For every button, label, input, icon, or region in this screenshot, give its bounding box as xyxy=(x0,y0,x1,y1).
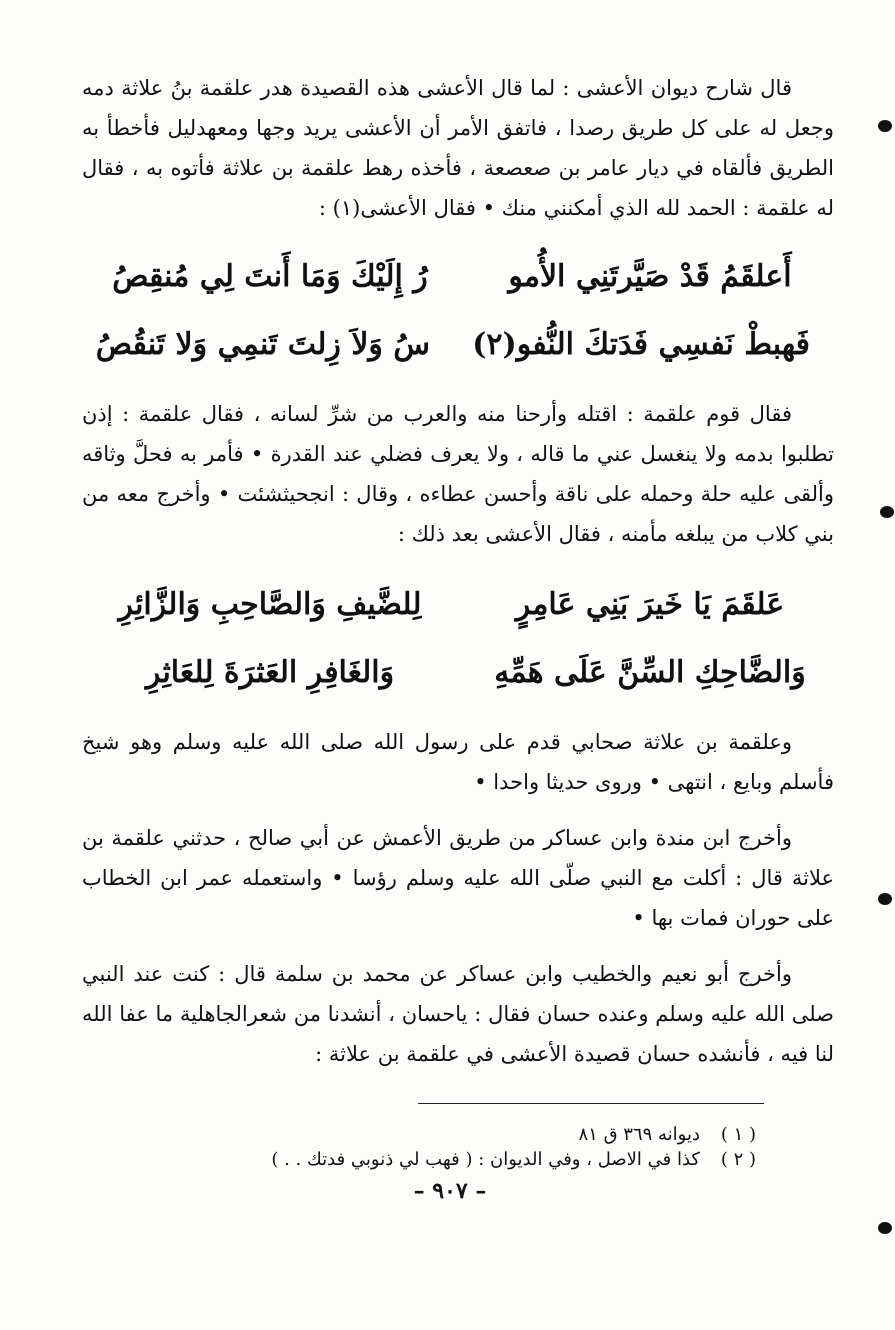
footnote-text: ديوانه ٣٦٩ ق ٨١ xyxy=(578,1124,700,1145)
paragraph-text: وأخرج ابن مندة وابن عساكر من طريق الأعمش عن أبي صالح ، حدثني علقمة بن علاثة قال : أكلت مع النبي صلّى الله عليه وسلم رؤسا • واستعمله عمر ابن الخطاب على حوران فمات بها • xyxy=(82,826,834,930)
verse-first-hemistich: وَالضَّاحِكِ السِّنَّ عَلَى هَمِّهِ xyxy=(494,654,806,690)
footnote xyxy=(110,1122,756,1147)
verse-line xyxy=(110,638,810,706)
footnotes xyxy=(110,1122,756,1172)
verse-second-hemistich: سُ وَلاَ زِلتَ تَنمِي وَلا تَنقُصُ xyxy=(95,326,430,362)
verse-line xyxy=(110,242,810,310)
binding-hole-mark xyxy=(880,506,894,518)
verse-first-hemistich: أَعلقَمُ قَدْ صَيَّرتَنِي الأُمو xyxy=(508,258,792,294)
verse-first-hemistich: عَلقَمَ يَا خَيرَ بَنِي عَامِرٍ xyxy=(515,586,785,622)
footnote-number: ( ١ ) xyxy=(720,1124,756,1145)
binding-hole-mark xyxy=(878,120,892,132)
binding-hole-mark xyxy=(878,893,892,905)
footnote xyxy=(110,1147,756,1172)
page-number: – ٩٠٧ – xyxy=(413,1178,487,1204)
paragraph-text: وعلقمة بن علاثة صحابي قدم على رسول الله صلى الله عليه وسلم وهو شيخ فأسلم وبايع ، انتهى • وروى حديثا واحدا • xyxy=(82,730,834,794)
footnote-text: كذا في الاصل ، وفي الديوان : ( فهب لي ذنوبي فدتك . . ) xyxy=(271,1149,700,1170)
paragraph-1 xyxy=(82,68,834,228)
paragraph-2 xyxy=(82,394,834,554)
paragraph-text: وأخرج أبو نعيم والخطيب وابن عساكر عن محمد بن سلمة قال : كنت عند النبي صلى الله عليه وسلم وعنده حسان فقال : ياحسان ، أنشدنا من شعرالجاهلية ما عفا الله لنا فيه ، فأنشده حسان قصيدة الأعشى في علقمة بن علاثة : xyxy=(82,962,834,1066)
poem-2 xyxy=(110,570,810,706)
verse-second-hemistich: لِلضَّيفِ وَالصَّاحِبِ وَالزَّائِرِ xyxy=(118,586,422,622)
paragraph-text: فقال قوم علقمة : اقتله وأرحنا منه والعرب من شرِّ لسانه ، فقال علقمة : إذن تطلبوا بدمه ولا ينغسل عني ما قاله ، ولا يعرف فضلي عند القدرة • فأمر به فحلَّ وثاقه وألقى عليه حلة وحمله على ناقة وأحسن عطاءه ، وقال : انجحيثشئت • وأخرج معه من بني كلاب من يبلغه مأمنه ، فقال الأعشى بعد ذلك : xyxy=(82,402,834,546)
verse-line xyxy=(110,570,810,638)
verse-second-hemistich: رُ إِلَيْكَ وَمَا أَنتَ لِي مُنقِصُ xyxy=(112,258,428,294)
paragraph-text: قال شارح ديوان الأعشى : لما قال الأعشى هذه القصيدة هدر علقمة بنُ علاثة دمه وجعل له على كل طريق رصدا ، فاتفق الأمر أن الأعشى يريد وجها ومعهدليل فأخطأ به الطريق فألقاه في ديار عامر بن صعصعة ، فأخذه رهط علقمة بن علاثة فأتوه به ، فقال له علقمة : الحمد لله الذي أمكنني منك • فقال الأعشى(١) : xyxy=(82,76,834,220)
verse-second-hemistich: وَالغَافِرِ العَثرَةَ لِلعَاثِرِ xyxy=(145,654,395,690)
paragraph-3 xyxy=(82,722,834,802)
footnote-divider xyxy=(418,1103,764,1104)
footnote-number: ( ٢ ) xyxy=(720,1149,756,1170)
paragraph-5 xyxy=(82,954,834,1074)
binding-hole-mark xyxy=(878,1222,892,1234)
verse-line xyxy=(95,310,810,378)
poem-1 xyxy=(95,242,810,378)
verse-first-hemistich: فَهبطْ نَفسِي فَدَتكَ النُّفو(٢) xyxy=(472,326,810,362)
paragraph-4 xyxy=(82,818,834,938)
